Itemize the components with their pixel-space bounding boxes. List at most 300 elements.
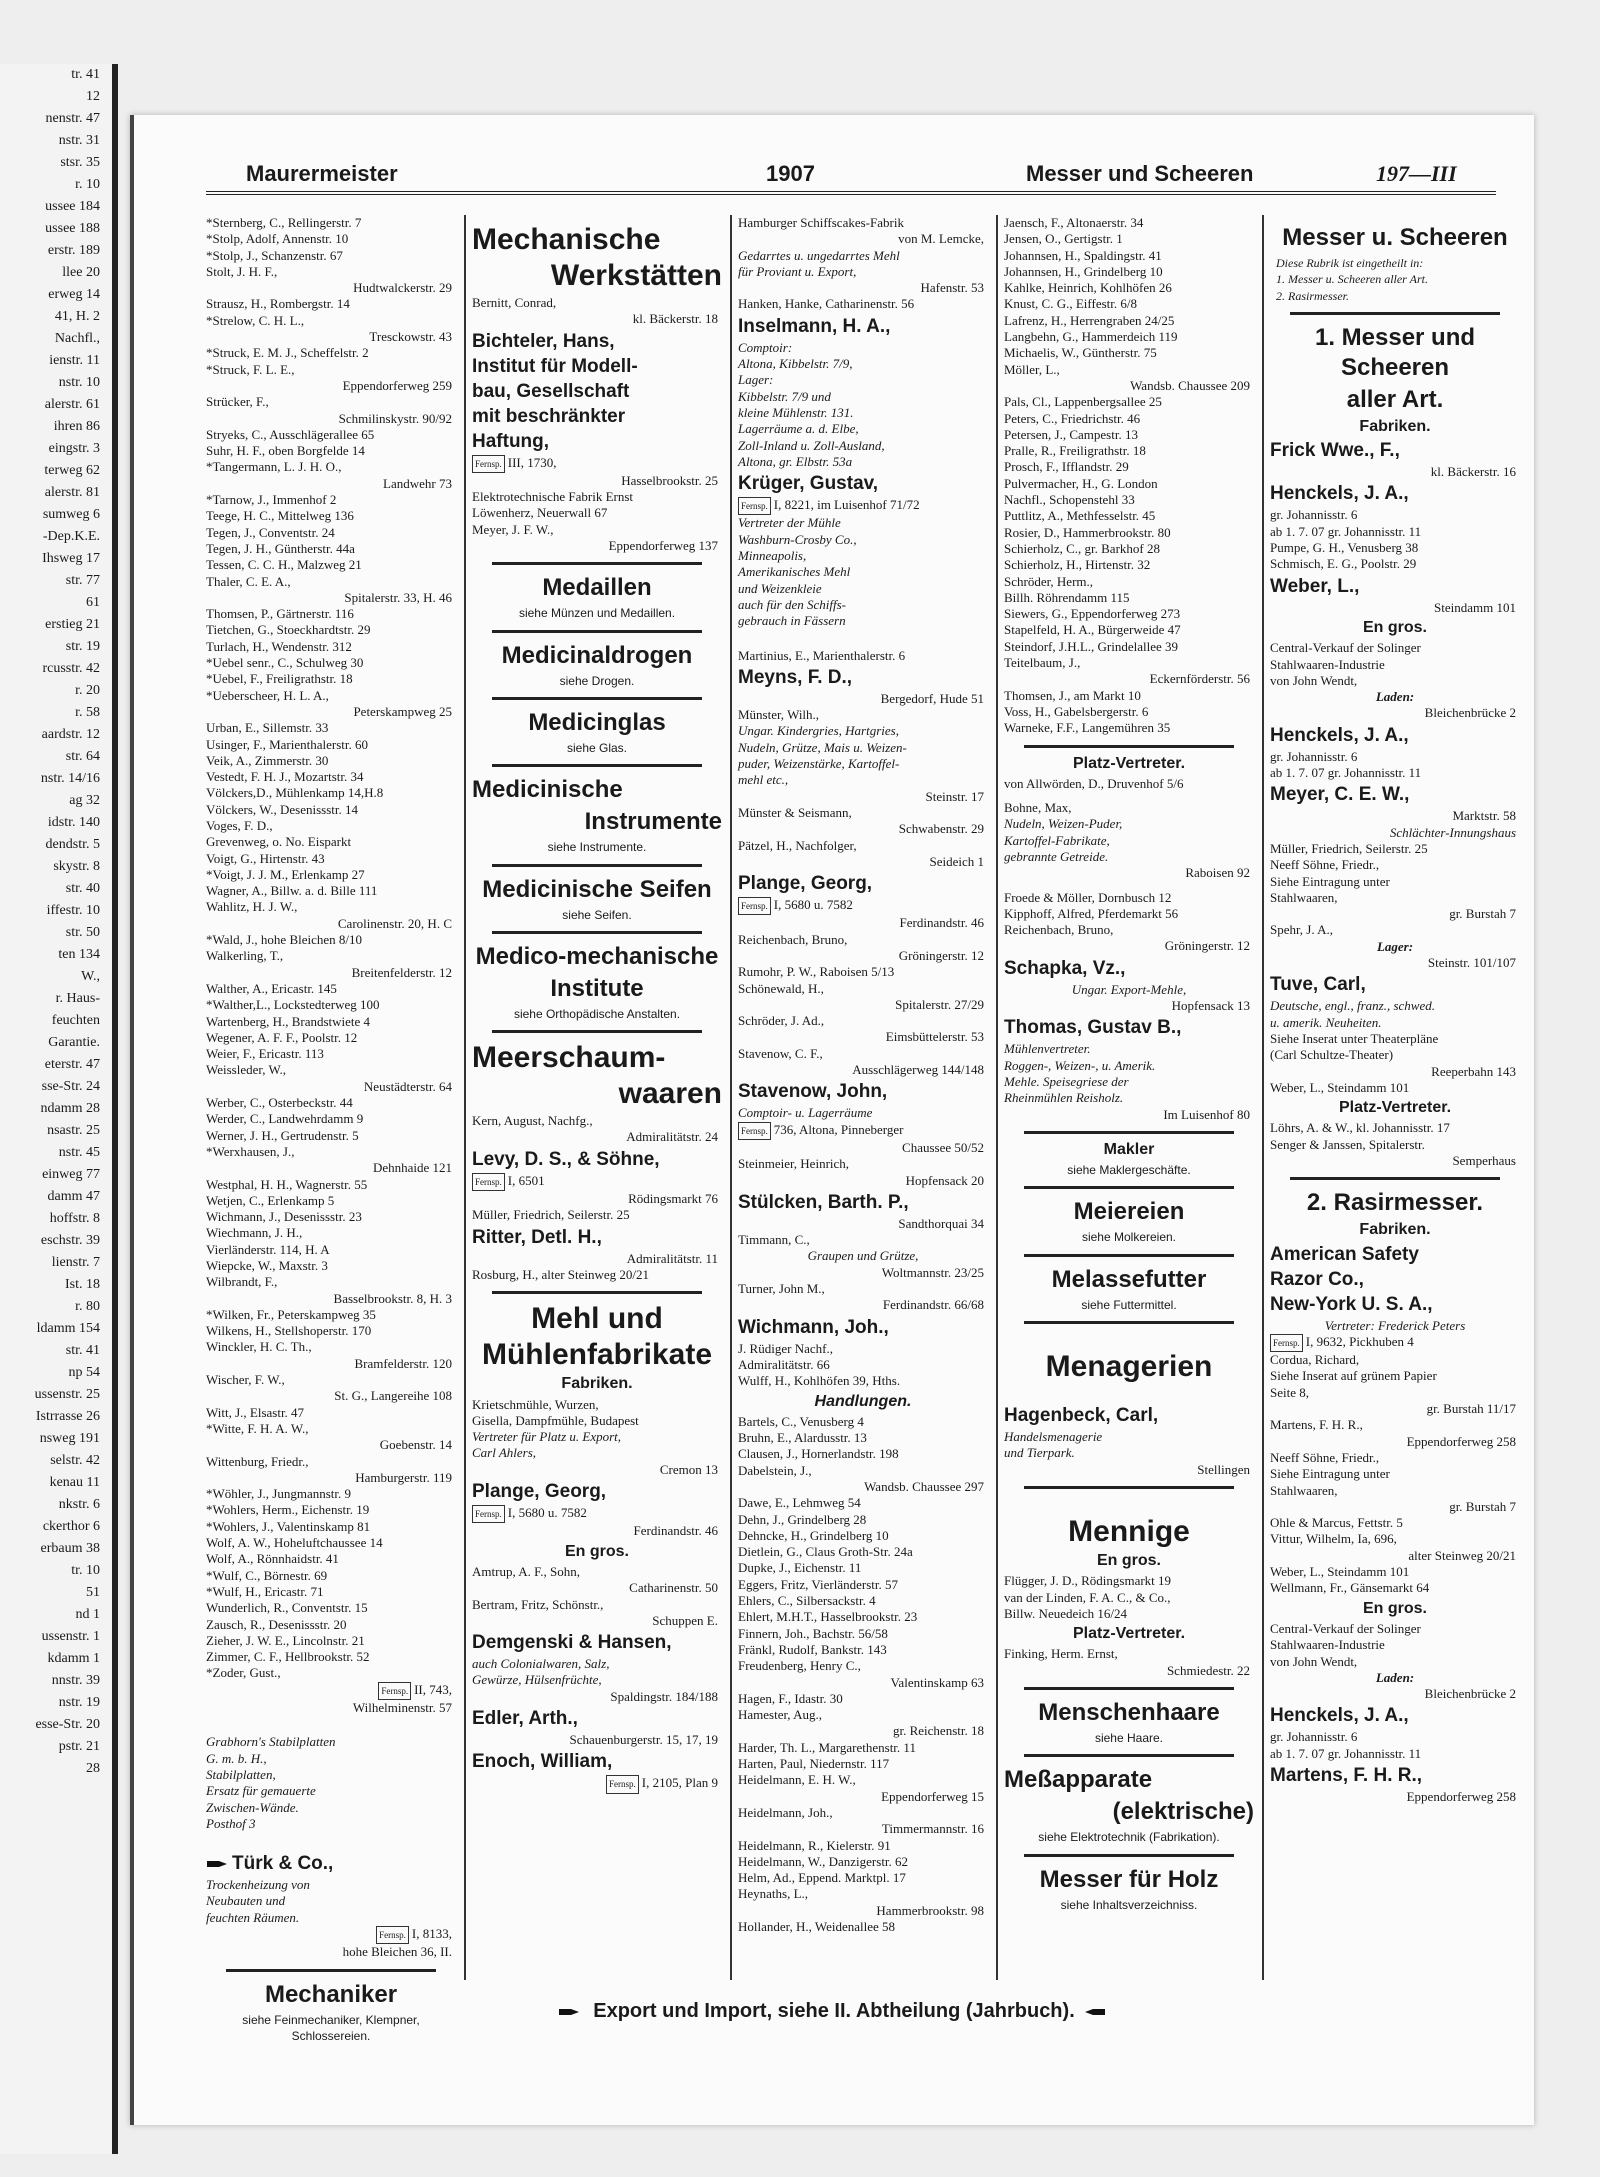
- entry-phone: Fernsp. 736, Altona, Pinneberger: [738, 1122, 988, 1140]
- rubric-intro: [1270, 255, 1520, 304]
- list-item: gebrauch in Fässern: [738, 613, 846, 629]
- list-item: Vertreter der Mühle: [738, 515, 841, 531]
- list-item: auch für den Schiffs-: [738, 596, 846, 612]
- list-item: Völckers, W., Desenissstr. 14: [206, 801, 359, 817]
- subsection-fabriken: Fabriken.: [1359, 417, 1431, 435]
- central-verkauf-entry: [1270, 1621, 1520, 1670]
- entry-address: Admiralitätstr. 24: [626, 1129, 718, 1145]
- page-number: 197—III: [1376, 161, 1457, 186]
- list-item: *Strelow, C. H. L.,: [206, 312, 305, 328]
- entry-address: Wilhelminenstr. 57: [352, 1700, 452, 1716]
- list-item: von John Wendt,: [1270, 1653, 1358, 1669]
- prev-page-line: nstr. 45: [58, 1145, 100, 1160]
- list-item: Minneapolis,: [738, 548, 807, 564]
- thomas-entry: Thomas, Gustav B.,: [1004, 1017, 1182, 1039]
- entry-name: Münster, Wilh.,: [738, 707, 820, 723]
- list-item: Wichmann, J., Desenissstr. 23: [206, 1209, 362, 1225]
- list-item: Schönewald, H.,: [738, 980, 824, 996]
- entry-address: Steindamm 101: [1434, 599, 1516, 615]
- list-item: Eimsbüttelerstr. 53: [885, 1029, 984, 1045]
- list-item: Zausch, R., Desenissstr. 20: [206, 1616, 347, 1632]
- cordua-note: [1270, 1368, 1520, 1401]
- phone-icon: Fernsp.: [378, 1682, 411, 1700]
- list-item: gr. Johannisstr. 6: [1270, 507, 1358, 523]
- list-item: Washburn-Crosby Co.,: [738, 531, 857, 547]
- list-item: Petersen, J., Campestr. 13: [1004, 426, 1138, 442]
- list-item: Nudeln, Weizen-Puder,: [1004, 816, 1123, 832]
- list-item: *Wulf, C., Börnestr. 69: [206, 1567, 328, 1583]
- list-item: Wartenberg, H., Brandstwiete 4: [206, 1013, 371, 1029]
- frick-entry: Frick Wwe., F.,: [1270, 440, 1400, 462]
- list-item: Handelsmenagerie: [1004, 1429, 1103, 1445]
- list-item: Werder, C., Landwehrdamm 9: [206, 1111, 364, 1127]
- section-institute: Institute: [550, 974, 644, 1002]
- list-item: Pätzel, H., Nachfolger,: [738, 837, 857, 853]
- list-item: Trockenheizung von: [206, 1877, 310, 1893]
- hagenbeck-entry: Hagenbeck, Carl,: [1004, 1405, 1159, 1427]
- prev-page-line: W.,: [81, 969, 100, 984]
- prev-page-line: nd 1: [75, 1607, 100, 1622]
- krietsch-entry: [472, 1397, 722, 1462]
- entry-note: Laden:: [1375, 689, 1415, 705]
- section-meerschaum: Meerschaum-: [472, 1041, 666, 1075]
- list-item: G. m. b. H.,: [206, 1750, 267, 1766]
- list-item: Mühlenvertreter.: [1004, 1041, 1091, 1057]
- entry-name: Rosburg, H., alter Steinweg 20/21: [472, 1266, 650, 1282]
- list-item: Tietchen, G., Stoeckhardtstr. 29: [206, 622, 371, 638]
- list-item: Schierholz, H., Hirtenstr. 32: [1004, 557, 1151, 573]
- list-item: Hammerbrookstr. 98: [876, 1902, 984, 1918]
- previous-page-strip: [0, 64, 118, 2154]
- prev-page-line: nstr. 19: [58, 1695, 100, 1710]
- list-item: (Carl Schultze-Theater): [1270, 1047, 1394, 1063]
- list-item: Puttlitz, A., Methfesselstr. 45: [1004, 508, 1156, 524]
- list-item: Fränkl, Rudolf, Bankstr. 143: [738, 1641, 887, 1657]
- list-item: Froede & Möller, Dornbusch 12: [1004, 889, 1172, 905]
- prev-page-line: str. 50: [65, 925, 100, 940]
- subsection-en-gros: En gros.: [564, 1542, 629, 1560]
- see-reference: siehe Maklergeschäfte.: [1067, 1163, 1191, 1178]
- prev-page-line: kenau 11: [49, 1475, 100, 1490]
- column-5: [1270, 215, 1520, 1980]
- entry-phone: Fernsp. I, 6501: [472, 1173, 722, 1191]
- list-item: Vierländerstr. 114, H. A: [206, 1241, 330, 1257]
- prev-page-line: ussenstr. 25: [34, 1387, 100, 1402]
- prev-page-line: str. 40: [65, 881, 100, 896]
- list-item: Stryeks, C., Ausschlägerallee 65: [206, 426, 375, 442]
- prev-page-line: r. 58: [75, 705, 100, 720]
- list-item: Voigt, G., Hirtenstr. 43: [206, 850, 325, 866]
- list-item: Stolt, J. H. F.,: [206, 263, 278, 279]
- prev-page-line: sse-Str. 24: [41, 1079, 100, 1094]
- prev-page-line: lienstr. 7: [51, 1255, 100, 1270]
- edler-entry: Edler, Arth.,: [472, 1707, 578, 1729]
- list-item: *Tarnow, J., Immenhof 2: [206, 492, 337, 508]
- page-footer: [134, 2000, 1534, 2023]
- prev-page-line: r. 80: [75, 1299, 100, 1314]
- pointing-hand-icon: [1080, 2005, 1110, 2019]
- list-item: Basselbrookstr. 8, H. 3: [333, 1290, 452, 1306]
- list-item: Semperhaus: [1452, 1152, 1516, 1168]
- section-messer-u-scheeren: Messer u. Scheeren: [1282, 224, 1508, 251]
- martens-entry: Martens, F. H. R.,: [1270, 1765, 1423, 1786]
- list-item: *Struck, F. L. E.,: [206, 361, 295, 377]
- phone-icon: Fernsp.: [606, 1775, 639, 1793]
- see-reference: siehe Orthopädische Anstalten.: [513, 1006, 681, 1021]
- list-item: Rumohr, P. W., Raboisen 5/13: [738, 964, 895, 980]
- list-item: *Tangermann, L. J. H. O.,: [206, 459, 342, 475]
- prev-page-line: tr. 41: [71, 67, 100, 82]
- list-item: Breitenfelderstr. 12: [351, 964, 452, 980]
- list-item: Gewürze, Hülsenfrüchte,: [472, 1672, 602, 1688]
- directory-page: [130, 115, 1534, 2125]
- list-item: Kipphoff, Alfred, Pferdemarkt 56: [1004, 905, 1179, 921]
- list-item: Dupke, J., Eichenstr. 11: [738, 1560, 862, 1576]
- henckels-entry: Henckels, J. A.,: [1270, 1705, 1409, 1727]
- entry-name: Turner, John M.,: [738, 1281, 825, 1297]
- prev-page-line: 61: [86, 595, 100, 610]
- prev-page-line: ussenstr. 1: [41, 1629, 100, 1644]
- list-item: Münster & Seismann,: [738, 804, 852, 820]
- subsection-en-gros: En gros.: [1362, 1599, 1427, 1617]
- list-item: Werner, J. H., Gertrudenstr. 5: [206, 1127, 359, 1143]
- list-item: Schierholz, C., gr. Barkhof 28: [1004, 540, 1160, 556]
- entry-note: Laden:: [1375, 1669, 1415, 1685]
- phone-icon: Fernsp.: [472, 1505, 505, 1523]
- subsection-handlungen: Handlungen.: [814, 1392, 912, 1410]
- list-item: bau, Gesellschaft: [472, 380, 630, 402]
- list-item: *Wald, J., hohe Bleichen 8/10: [206, 932, 363, 948]
- list-item: Wolf, A. W., Hoheluftchaussee 14: [206, 1535, 383, 1551]
- header-year: 1907: [766, 161, 815, 186]
- phone-icon: Fernsp.: [472, 1173, 505, 1191]
- list-item: Walkerling, T.,: [206, 948, 284, 964]
- prev-page-line: selstr. 42: [50, 1453, 100, 1468]
- list-item: Stahlwaaren-Industrie: [1270, 1637, 1385, 1653]
- entry-address: Admiralitätstr. 11: [626, 1250, 718, 1266]
- list-item: Zieher, J. W. E., Lincolnstr. 21: [206, 1632, 365, 1648]
- list-item: Razor Co.,: [1270, 1268, 1364, 1290]
- prev-page-line: Ist. 18: [65, 1277, 100, 1292]
- list-item: *Wilken, Fr., Peterskampweg 35: [206, 1306, 376, 1322]
- section-medicinische-seifen: Medicinische Seifen: [482, 875, 712, 903]
- entry-name: Steinmeier, Heinrich,: [738, 1156, 850, 1172]
- entry-phone: Fernsp. III, 1730,: [472, 455, 722, 473]
- prev-page-line: r. Haus-: [55, 991, 100, 1006]
- prev-page-line: tr. 10: [71, 1563, 100, 1578]
- subsection-aller-art: aller Art.: [1346, 385, 1444, 413]
- entry-name: Martens, F. H. R.,: [1270, 1417, 1363, 1433]
- list-item: J. Rüdiger Nachf.,: [738, 1340, 833, 1356]
- prev-page-line: 12: [86, 89, 100, 104]
- list-item: Siehe Inserat unter Theaterpläne: [1270, 1030, 1439, 1046]
- entry-name: Neeff Söhne, Friedr.,: [1270, 857, 1380, 873]
- list-item: Wellmann, Fr., Gänsemarkt 64: [1270, 1580, 1430, 1596]
- entry-address: Eppendorferweg 137: [608, 538, 718, 554]
- list-item: Steindorf, J.H.L., Grindelallee 39: [1004, 638, 1179, 654]
- entry-note: Lager:: [1376, 938, 1414, 954]
- prev-page-line: ienstr. 11: [49, 353, 100, 368]
- prev-page-line: nstr. 31: [58, 133, 100, 148]
- list-item: mit beschränkter: [472, 405, 626, 427]
- list-item: *Ueberscheer, H. L. A.,: [206, 687, 329, 703]
- list-item: Central-Verkauf der Solinger: [1270, 640, 1421, 656]
- plange-entry: Plange, Georg,: [472, 1481, 607, 1503]
- prev-page-line: idstr. 140: [47, 815, 100, 830]
- list-item: Löhrs, A. & W., kl. Johannisstr. 17: [1270, 1120, 1450, 1136]
- prev-page-line: nstr. 10: [58, 375, 100, 390]
- meyns-entry: Meyns, F. D.,: [738, 666, 853, 688]
- subsection-rasirmesser: 2. Rasirmesser.: [1306, 1189, 1484, 1217]
- section-menschenhaare: Menschenhaare: [1038, 1699, 1220, 1726]
- list-item: Strücker, F.,: [206, 394, 269, 410]
- list-item: Warneke, F.F., Langemühren 35: [1004, 720, 1171, 736]
- entry-phone: Fernsp. I, 5680 u. 7582: [738, 897, 988, 915]
- entry-address: Hafenstr. 53: [920, 280, 984, 296]
- entry-address: Ferdinandstr. 46: [899, 915, 984, 931]
- entry-list: [738, 1414, 988, 1936]
- list-item: Heidelmann, Joh.,: [738, 1804, 833, 1820]
- list-item: *Wöhler, J., Jungmannstr. 9: [206, 1486, 351, 1502]
- list-item: Zwischen-Wände.: [206, 1799, 299, 1815]
- list-item: St. G., Langereihe 108: [334, 1388, 452, 1404]
- list-item: Voges, F. D.,: [206, 817, 273, 833]
- list-item: Wittenburg, Friedr.,: [206, 1453, 309, 1469]
- list-item: Eggers, Fritz, Vierländerstr. 57: [738, 1576, 898, 1592]
- prev-page-line: ussee 184: [45, 199, 100, 214]
- prev-page-line: llee 20: [62, 265, 100, 280]
- entry-address: gr. Burstah 7: [1449, 906, 1516, 922]
- list-item: Bartels, C., Venusberg 4: [738, 1413, 864, 1429]
- phone-icon: Fernsp.: [376, 1926, 409, 1944]
- entry-phone: Fernsp. II, 743,: [206, 1682, 456, 1700]
- list-item: Hudtwalckerstr. 29: [353, 280, 452, 296]
- list-item: Wetjen, C., Erlenkamp 5: [206, 1192, 335, 1208]
- entry-address: gr. Burstah 7: [1449, 1498, 1516, 1514]
- list-item: American Safety: [1270, 1243, 1419, 1265]
- list-item: Schmilinskystr. 90/92: [338, 410, 452, 426]
- list-item: Admiralitätstr. 66: [738, 1356, 830, 1372]
- wichmann-entry: Wichmann, Joh.,: [738, 1316, 889, 1338]
- stavenow-entry: Stavenow, John,: [738, 1081, 888, 1103]
- phone-icon: Fernsp.: [1270, 1334, 1303, 1352]
- list-item: alter Steinweg 20/21: [1408, 1547, 1516, 1563]
- list-item: Möller, L.,: [1004, 361, 1060, 377]
- list-item: Ersatz für gemauerte: [206, 1783, 316, 1799]
- list-item: und Tierpark.: [1004, 1445, 1075, 1461]
- section-instrumente: Instrumente: [584, 808, 722, 836]
- prev-page-line: 41, H. 2: [54, 309, 100, 324]
- list-item: Bruhn, E., Alardusstr. 13: [738, 1430, 867, 1446]
- list-item: Witt, J., Elsastr. 47: [206, 1404, 305, 1420]
- vanderlinden-entry: [1004, 1590, 1254, 1623]
- prev-page-line: ag 32: [69, 793, 100, 808]
- list-item: Lafrenz, H., Herrengraben 24/25: [1004, 312, 1175, 328]
- pointing-hand-icon: [554, 2005, 584, 2019]
- american-safety-entry: [1270, 1243, 1520, 1316]
- list-item: Reichenbach, Bruno,: [738, 931, 848, 947]
- list-item: Goebenstr. 14: [379, 1437, 452, 1453]
- entry-address: Steinstr. 17: [925, 788, 984, 804]
- entry-list: [738, 932, 988, 1079]
- list-item: Usinger, F., Marienthalerstr. 60: [206, 736, 368, 752]
- list-item: Walther, A., Ericastr. 145: [206, 980, 337, 996]
- entry-address: Ferdinandstr. 66/68: [882, 1297, 984, 1313]
- krueger-entry: Krüger, Gustav,: [738, 473, 879, 495]
- see-reference: siehe Instrumente.: [547, 840, 647, 855]
- prev-page-line: alerstr. 81: [44, 485, 100, 500]
- list-item: Posthof 3: [206, 1815, 256, 1831]
- muenster-details: [738, 723, 988, 788]
- list-item: Urban, E., Sillemstr. 33: [206, 720, 329, 736]
- pointing-hand-icon: [206, 1857, 228, 1871]
- list-item: Wolf, A., Rönnhaidstr. 41: [206, 1551, 339, 1567]
- entry-note: Comptoir- u. Lagerräume: [738, 1105, 873, 1121]
- list-item: *Werxhausen, J.,: [206, 1143, 295, 1159]
- list-item: Wegener, A. F. F., Poolstr. 12: [206, 1029, 358, 1045]
- list-item: *Sternberg, C., Rellingerstr. 7: [206, 215, 362, 230]
- list-item: Wilbrandt, F.,: [206, 1274, 278, 1290]
- list-item: Haftung,: [472, 430, 550, 452]
- section-melassefutter: Melassefutter: [1051, 1265, 1207, 1293]
- list-item: Siehe Eintragung unter: [1270, 873, 1390, 889]
- henckels-details: [1270, 1729, 1520, 1762]
- list-item: Stahlwaaren-Industrie: [1270, 656, 1385, 672]
- list-item: Gröningerstr. 12: [898, 947, 984, 963]
- see-reference: siehe Elektrotechnik (Fabrikation).: [1038, 1830, 1220, 1845]
- list-item: ab 1. 7. 07 gr. Johannisstr. 11: [1270, 1745, 1422, 1761]
- inselmann-details: [738, 340, 988, 470]
- prev-page-line: dendstr. 5: [45, 837, 100, 852]
- prev-page-line: stsr. 35: [60, 155, 100, 170]
- subsection-platz-vertreter: Platz-Vertreter.: [1072, 754, 1186, 772]
- entry-note: Graupen und Grütze,: [807, 1248, 919, 1264]
- list-item: Teitelbaum, J.,: [1004, 655, 1081, 671]
- list-item: auch Colonialwaren, Salz,: [472, 1656, 610, 1672]
- list-item: Voss, H., Gabelsbergerstr. 6: [1004, 703, 1149, 719]
- list-item: Neubauten und: [206, 1893, 286, 1909]
- list-item: Seite 8,: [1270, 1384, 1309, 1400]
- prev-page-line: nsweg 191: [39, 1431, 100, 1446]
- list-item: Weier, F., Ericastr. 113: [206, 1046, 324, 1062]
- list-item: Institut für Modell-: [472, 355, 638, 377]
- column-rule: [1262, 215, 1264, 1980]
- entry-list: [1270, 540, 1520, 573]
- wichmann-details: [738, 1341, 988, 1374]
- list-item: Ungar. Kindergries, Hartgries,: [738, 723, 899, 739]
- entry-list: [738, 215, 988, 248]
- entry-address: kl. Bäckerstr. 16: [1430, 464, 1516, 480]
- entry-address: kl. Bäckerstr. 18: [632, 311, 718, 327]
- see-reference: siehe Inhaltsverzeichniss.: [1060, 1897, 1198, 1912]
- subsection-platz-vertreter: Platz-Vertreter.: [1072, 1625, 1186, 1643]
- entry-note: Schlächter-Innungshaus: [1389, 824, 1516, 840]
- list-item: Strausz, H., Rombergstr. 14: [206, 296, 350, 312]
- list-item: Dehnhaide 121: [372, 1160, 452, 1176]
- phone-icon: Fernsp.: [738, 1122, 771, 1140]
- entry-name: Timmann, C.,: [738, 1232, 810, 1248]
- list-item: Langbehn, G., Hammerdeich 119: [1004, 329, 1178, 345]
- lemcke-details: [738, 248, 988, 281]
- prev-page-line: damm 47: [47, 1189, 100, 1204]
- list-item: Michaelis, W., Güntherstr. 75: [1004, 345, 1157, 361]
- list-item: ab 1. 7. 07 gr. Johannisstr. 11: [1270, 765, 1422, 781]
- entry-name: Wulff, H., Kohlhöfen 39, Hths.: [738, 1373, 901, 1389]
- entry-list: [1270, 1120, 1520, 1169]
- prev-page-line: nsastr. 25: [47, 1123, 100, 1138]
- list-item: 1. Messer u. Scheeren aller Art.: [1276, 272, 1428, 287]
- subsection-en-gros: En gros.: [1362, 618, 1427, 636]
- elektro-entries: [472, 489, 722, 538]
- list-item: Harder, Th. L., Margarethenstr. 11: [738, 1739, 916, 1755]
- prev-page-line: 51: [86, 1585, 100, 1600]
- list-item: Nachfl., Schopenstehl 33: [1004, 492, 1135, 508]
- ritter-entry: Ritter, Detl. H.,: [472, 1226, 602, 1248]
- entry-address: Sandthorquai 34: [898, 1215, 984, 1231]
- list-item: Dehn, J., Grindelberg 28: [738, 1511, 867, 1527]
- list-item: *Uebel senr., C., Schulweg 30: [206, 655, 364, 671]
- list-item: Veik, A., Zimmerstr. 30: [206, 752, 329, 768]
- list-item: gr. Johannisstr. 6: [1270, 748, 1358, 764]
- prev-page-line: pstr. 21: [58, 1739, 100, 1754]
- list-item: Weissleder, W.,: [206, 1062, 287, 1078]
- list-item: Hamburger Schiffscakes-Fabrik: [738, 215, 904, 230]
- list-item: Knust, C. G., Eiffestr. 6/8: [1004, 296, 1138, 312]
- list-item: Senger & Janssen, Spitalerstr.: [1270, 1136, 1425, 1152]
- column-rule: [730, 215, 732, 1980]
- column-1: [206, 215, 456, 2043]
- list-item: Teege, H. C., Mittelweg 136: [206, 508, 354, 524]
- list-item: Pumpe, G. H., Venusberg 38: [1270, 540, 1419, 556]
- list-item: Elektrotechnische Fabrik Ernst: [472, 489, 634, 505]
- list-item: Timmermannstr. 16: [881, 1821, 984, 1837]
- list-item: *Stolp, J., Schanzenstr. 67: [206, 247, 343, 263]
- list-item: Wandsb. Chaussee 209: [1130, 377, 1250, 393]
- list-item: *Wohlers, Herm., Eichenstr. 19: [206, 1502, 370, 1518]
- see-reference: siehe Futtermittel.: [1081, 1297, 1177, 1312]
- phone-icon: Fernsp.: [472, 455, 505, 473]
- list-item: Pulvermacher, H., G. London: [1004, 475, 1158, 491]
- prev-page-line: alerstr. 61: [44, 397, 100, 412]
- list-item: Grevenweg, o. No. Eisparkt: [206, 834, 352, 850]
- list-item: Tegen, J. H., Güntherstr. 44a: [206, 540, 355, 556]
- list-item: Seideich 1: [929, 853, 984, 869]
- list-item: Rheinmühlen Reisholz.: [1004, 1090, 1124, 1106]
- list-item: u. amerik. Neuheiten.: [1270, 1014, 1382, 1030]
- entry-name: Bertram, Fritz, Schönstr.,: [472, 1596, 604, 1612]
- list-item: Wilkens, H., Stellshoperstr. 170: [206, 1323, 372, 1339]
- prev-page-line: ten 134: [58, 947, 100, 962]
- entry-name: Flügger, J. D., Rödingsmarkt 19: [1004, 1573, 1172, 1589]
- list-item: von John Wendt,: [1270, 672, 1358, 688]
- list-item: Schröder, J. Ad.,: [738, 1013, 825, 1029]
- entry-address: Steinstr. 101/107: [1427, 955, 1516, 971]
- entry-name: Müller, Friedrich, Seilerstr. 25: [472, 1207, 630, 1223]
- list-item: Stahlwaaren,: [1270, 889, 1338, 905]
- entry-address: Eppendorferweg 258: [1406, 1789, 1516, 1804]
- list-item: Finnern, Joh., Bachstr. 56/58: [738, 1625, 888, 1641]
- list-item: Vittur, Wilhelm, Ia, 696,: [1270, 1531, 1397, 1547]
- prev-page-line: eterstr. 47: [44, 1057, 100, 1072]
- entry-address: Reeperbahn 143: [1431, 1063, 1516, 1079]
- list-item: und Weizenkleie: [738, 580, 822, 596]
- entry-list: [1004, 890, 1254, 955]
- list-item: Jensen, O., Gertigstr. 1: [1004, 231, 1123, 247]
- henckels-entry: Henckels, J. A.,: [1270, 483, 1409, 505]
- central-verkauf-entry: [1270, 640, 1520, 689]
- tuerk-entry: Türk & Co.,: [206, 1852, 456, 1875]
- entry-name: Neeff Söhne, Friedr.,: [1270, 1449, 1380, 1465]
